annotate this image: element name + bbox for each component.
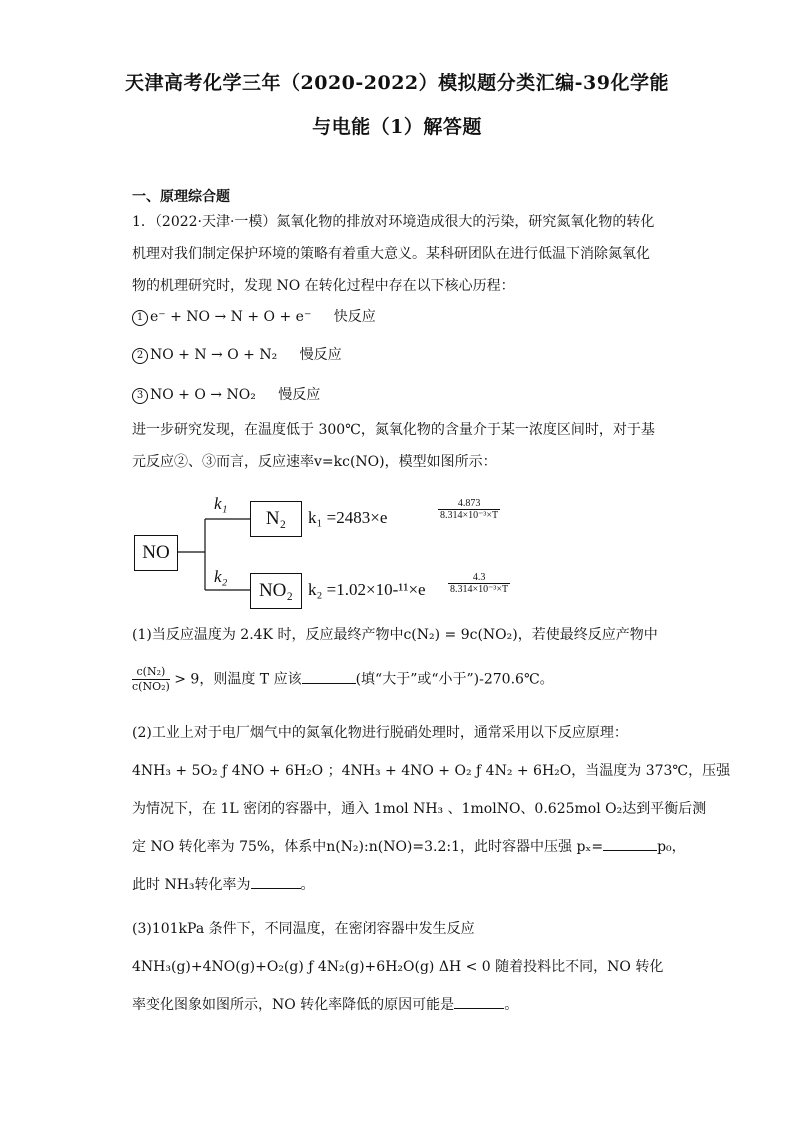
circled-number-1: 1 <box>132 310 148 326</box>
part-2-text-d: 此时 NH₃转化率为 <box>132 877 251 893</box>
k1-equation: k₁ =2483×e <box>308 508 388 527</box>
step-2-equation: NO + N → O + N₂ <box>150 347 278 363</box>
k1-label: k₁ <box>214 494 228 513</box>
part-2-text-c: 定 NO 转化率为 75%，体系中n(N₂):n(NO)=3.2:1，此时容器中压强 pₓ= <box>132 839 604 855</box>
part-1-text-b: ，若使最终反应产物中 <box>517 627 658 643</box>
k2-equation: k₂ =1.02×10-¹¹×e <box>308 580 426 599</box>
k2-label: k₂ <box>214 567 228 586</box>
answer-blank-4[interactable] <box>454 1008 504 1009</box>
part-2-line-5 <box>132 874 315 894</box>
part-3-text-b: 率变化图象如图所示，NO 转化率降低的原因可能是 <box>132 997 455 1013</box>
part-2-text-d2: 。 <box>300 877 315 893</box>
source-box-no: NO <box>134 535 178 571</box>
part-1-text-a: (1)当反应温度为 2.4K 时，反应最终产物中 <box>132 627 404 643</box>
part-1-line-2 <box>132 665 554 694</box>
k2-exponent-fraction <box>448 572 510 595</box>
part-2-equation-line: 4NH₃ + 5O₂ ƒ 4NO + 6H₂O ；4NH₃ + 4NO + O₂ ƒ 4N₂ + 6H₂O，当温度为 373℃，压强 <box>132 763 731 779</box>
part-2-line-3: 为情况下，在 1L 密闭的容器中，通入 1mol NH₃ 、1molNO、0.625mol O₂达到平衡后测 <box>132 801 707 817</box>
further-research-text: 进一步研究发现，在温度低于 300℃，氮氧化物的含量介于某一浓度区间时，对于基元反应②、③而言，反应速率v=kc(NO)，模型如图所示： <box>132 422 655 470</box>
part-3-line-1: (3)101kPa 条件下，不同温度，在密闭容器中发生反应 <box>132 921 475 937</box>
k2-exponent-denominator: 8.314×10⁻³×T <box>450 584 509 595</box>
part-1-text-c: > 9，则温度 T 应该 <box>174 671 302 688</box>
section-heading: 一、原理综合题 <box>132 189 230 205</box>
part-2-line-1: (2)工业上对于电厂烟气中的氮氧化物进行脱硝处理时，通常采用以下反应原理： <box>132 725 628 741</box>
circled-number-3: 3 <box>132 388 148 404</box>
step-1-equation: e⁻ + NO → N + O + e⁻ <box>150 309 312 325</box>
ratio-numerator: c(N₂) <box>132 665 170 680</box>
part-1-equation: c(N₂) = 9c(NO₂) <box>403 627 518 643</box>
step-3-rate: 慢反应 <box>278 387 321 403</box>
k2-exponent-numerator: 4.3 <box>448 572 510 584</box>
part-1-ratio-fraction <box>132 665 170 694</box>
ratio-denominator: c(NO₂) <box>132 680 170 693</box>
answer-blank-2[interactable] <box>603 850 657 851</box>
page-title-line2: 与电能（1）解答题 <box>312 116 482 138</box>
part-3-line-3 <box>132 994 518 1014</box>
part-3-equation-line: 4NH₃(g)+4NO(g)+O₂(g) ƒ 4N₂(g)+6H₂O(g) ΔH < 0 随着投料比不同，NO 转化 <box>132 959 664 975</box>
part-3-text-b2: 。 <box>504 997 519 1013</box>
k1-exponent-denominator: 8.314×10⁻³×T <box>440 510 499 521</box>
step-2-rate: 慢反应 <box>299 347 342 363</box>
step-1-rate: 快反应 <box>333 309 376 325</box>
part-1-text-d: (填“大于”或“小于”)-270.6℃。 <box>355 671 554 688</box>
answer-blank-3[interactable] <box>251 888 301 889</box>
answer-blank-1[interactable] <box>302 683 356 684</box>
circled-number-2: 2 <box>132 348 148 364</box>
step-3-equation: NO + O → NO₂ <box>150 387 256 403</box>
k1-exponent-fraction <box>438 498 500 521</box>
part-2-line-4 <box>132 836 686 856</box>
product-box-no2: NO₂ <box>250 573 302 609</box>
page-title-line1: 天津高考化学三年（2020-2022）模拟题分类汇编-39化学能 <box>125 72 669 94</box>
question-intro: 1．（2022·天津·一模）氮氧化物的排放对环境造成很大的污染，研究氮氧化物的转化机理对我们制定保护环境的策略有着重大意义。某科研团队在进行低温下消除氮氧化物的机理研究时，发现 NO 在转化过程中存在以下核心历程： <box>132 214 655 294</box>
k1-exponent-numerator: 4.873 <box>438 498 500 510</box>
product-box-n2: N₂ <box>250 501 302 537</box>
part-2-text-c2: p₀， <box>657 839 686 855</box>
part-1-line-1 <box>132 624 658 644</box>
